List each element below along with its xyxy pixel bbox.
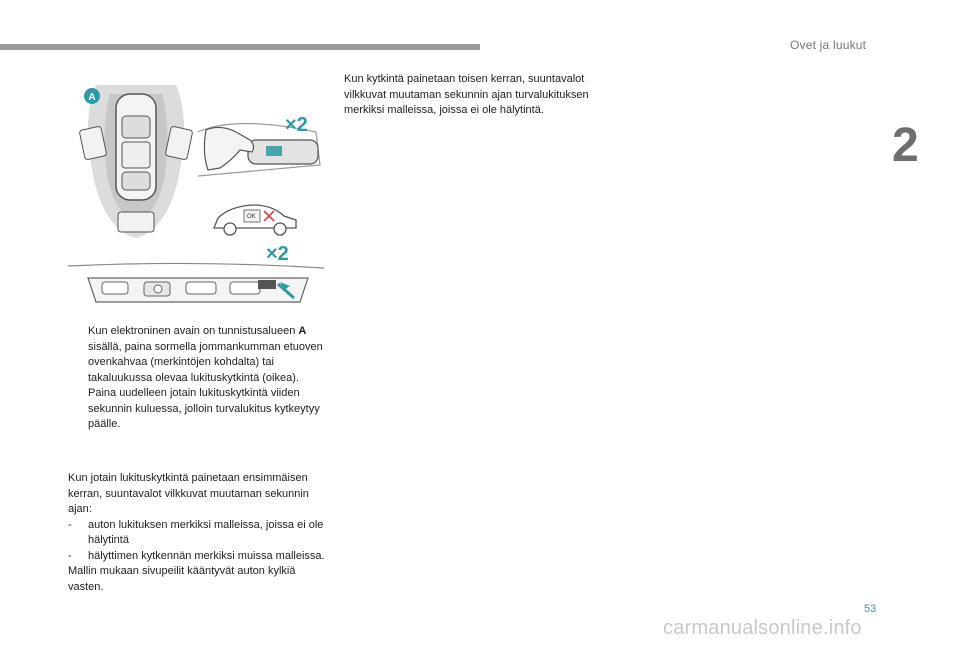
tailgate-illustration [68, 262, 324, 312]
dash-item-2: - hälyttimen kytkennän merkiksi muissa malleissa. [68, 549, 325, 562]
watermark: carmanualsonline.info [663, 617, 862, 639]
instruction-list [68, 324, 328, 433]
press-twice-label-top: ×2 [285, 114, 308, 136]
press-twice-label-bottom: ×2 [266, 243, 289, 265]
dash-item-1: - auton lukituksen merkiksi malleissa, joissa ei ole hälytintä [68, 518, 324, 546]
first-press-paragraph: Kun jotain lukituskytkintä painetaan ensimmäisen kerran, suuntavalot vilkkuvat muutaman sekunnin ajan: - auton lukituksen merkiksi malleissa, joissa ei ole hälytintä - hälyttimen kytkennän merkiksi muissa malleissa. Mallin mukaan sivupeilit kääntyvät auton kylkiä vasten. [68, 471, 328, 595]
second-press-paragraph: Kun kytkintä painetaan toisen kerran, suuntavalot vilkkuvat muutaman sekunnin ajan turvalukituksen merkiksi malleissa, joissa ei ole hälytintä. [344, 73, 589, 116]
ok-label: OK [247, 214, 256, 220]
section-title: Ovet ja luukut [790, 38, 867, 52]
chapter-number: 2 [892, 119, 919, 172]
page-number: 53 [864, 603, 877, 615]
instruction-1: Kun elektroninen avain on tunnistusalueen A sisällä, paina sormella jommankumman etuoven ovenkahvaa (merkintöjen kohdalta) tai takaluukussa olevaa lukituskytkintä (oikea). [88, 325, 323, 384]
instruction-2: Paina uudelleen jotain lukituskytkintä viiden sekunnin kuluessa, jolloin turvalukitus kytkeytyy päälle. [88, 387, 320, 430]
header-rule [0, 44, 480, 50]
zone-a-label: A [88, 92, 96, 103]
zone-a-marker [83, 87, 101, 105]
